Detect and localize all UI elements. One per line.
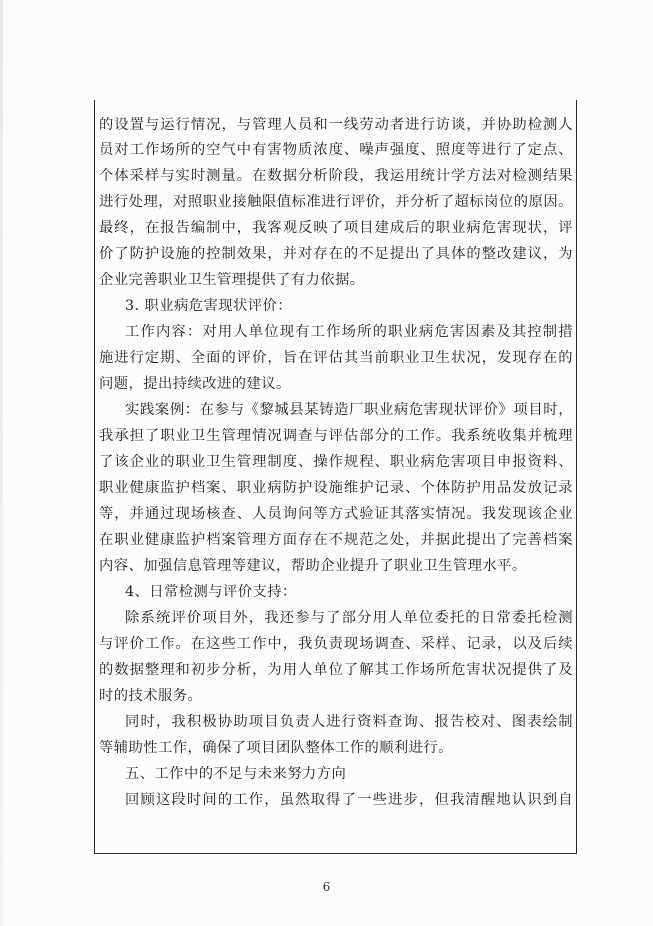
page-number: 6 (322, 880, 331, 894)
body-line: 问题，提出持续改进的建议。 (99, 376, 291, 392)
section-heading: 4、日常检测与评价支持： (125, 584, 297, 600)
body-line: 等辅助性工作，确保了项目团队整体工作的顺利进行。 (99, 740, 453, 756)
body-line: 企业完善职业卫生管理提供了有力依据。 (99, 272, 365, 288)
body-line: 内容、加强信息管理等建议，帮助企业提升了职业卫生管理水平。 (99, 558, 527, 574)
body-line: 最终，在报告编制中，我客观反映了项目建成后的职业病危害现状，评 (99, 220, 573, 236)
body-line: 员对工作场所的空气中有害物质浓度、噪声强度、照度等进行了定点、 (99, 142, 573, 158)
body-line: 时的技术服务。 (99, 688, 203, 704)
scan-edge-shadow (0, 0, 3, 926)
section-heading: 五、工作中的不足与未来努力方向 (125, 766, 347, 782)
body-line: 等，并通过现场核查、人员询问等方式验证其落实情况。我发现该企业 (99, 506, 573, 522)
body-line: 工作内容：对用人单位现有工作场所的职业病危害因素及其控制措 (125, 324, 573, 340)
body-line: 在职业健康监护档案管理方面存在不规范之处，并据此提出了完善档案 (99, 532, 573, 548)
body-line: 了该企业的职业卫生管理制度、操作规程、职业病危害项目申报资料、 (99, 454, 573, 470)
body-line: 与评价工作。在这些工作中，我负责现场调查、采样、记录，以及后续 (99, 636, 573, 652)
body-line: 我承担了职业卫生管理情况调查与评估部分的工作。我系统收集并梳理 (99, 428, 573, 444)
body-line: 价了防护设施的控制效果，并对存在的不足提出了具体的整改建议，为 (99, 246, 573, 262)
body-line: 实践案例：在参与《黎城县某铸造厂职业病危害现状评价》项目时， (125, 402, 573, 418)
body-line: 施进行定期、全面的评价，旨在评估其当前职业卫生状况，发现存在的 (99, 350, 573, 366)
text-frame (94, 100, 577, 854)
body-line: 的数据整理和初步分析，为用人单位了解其工作场所危害状况提供了及 (99, 662, 573, 678)
body-line: 职业健康监护档案、职业病防护设施维护记录、个体防护用品发放记录 (99, 480, 573, 496)
body-line: 进行处理，对照职业接触限值标准进行评价，并分析了超标岗位的原因。 (99, 194, 573, 210)
body-line: 同时，我积极协助项目负责人进行资料查询、报告校对、图表绘制 (125, 714, 573, 730)
section-heading: 3. 职业病危害现状评价： (125, 298, 293, 314)
body-line: 的设置与运行情况，与管理人员和一线劳动者进行访谈，并协助检测人 (99, 117, 573, 133)
body-line: 个体采样与实时测量。在数据分析阶段，我运用统计学方法对检测结果 (99, 168, 573, 184)
body-line: 除系统评价项目外，我还参与了部分用人单位委托的日常委托检测 (125, 610, 573, 626)
body-line: 回顾这段时间的工作，虽然取得了一些进步，但我清醒地认识到自 (125, 792, 573, 808)
